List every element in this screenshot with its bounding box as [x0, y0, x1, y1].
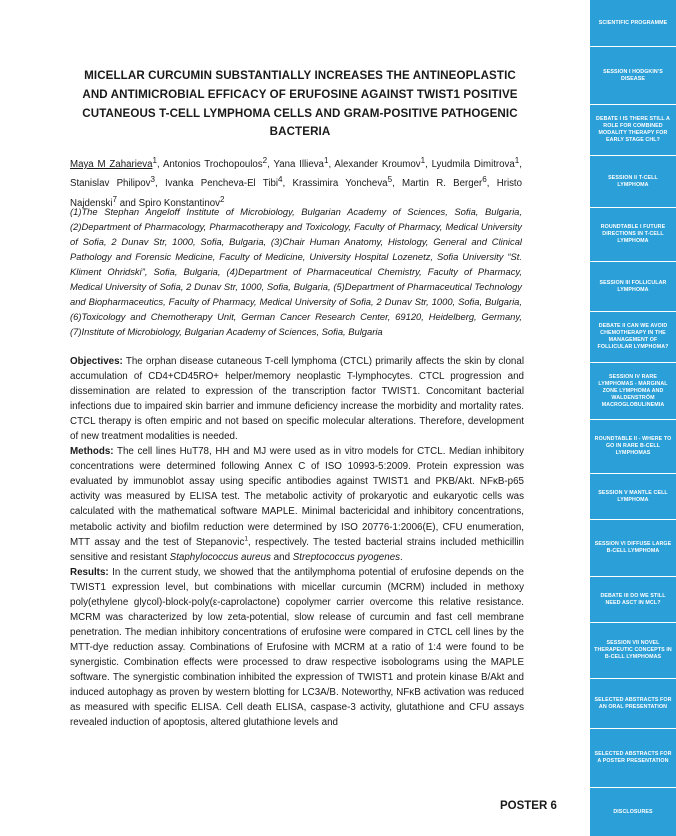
author-name: Stanislav Philipov — [70, 178, 151, 190]
author-name: Ivanka Pencheva-El Tibi — [164, 178, 279, 190]
author-affiliation-ref: 1 — [323, 156, 329, 165]
results-text: In the current study, we showed that the antilymphoma potential of erufosine depends on the TWIST1 expression level, but combinations with micellar curcumin (MCRM) included in methoxy poly(ethylene glycol)-block-poly(ε-caprolactone) copolymer carrier overcome this relative resistance. MCRM was characterized by low zeta-potential, slow release of curcumin and fast cell membrane penetration. The median inhibitory concentrations of erufosine were compared in CTCL cell lines by the MTT-dye reduction assay. Combinations of Erufosine with MCRM at a ratio of 1:4 were found to be synergistic. Combination effects were processed to draw respective isobolograms using the MAPLE software. The synergistic combination inhibited the expression of TWIST1 and protein kinase B/Akt and induced autophagy as proven by western blotting for LC3A/B. Noteworthy, NFκB activation was reduced as measured with specific ELISA. Cell death ELISA, caspase-3 activity, glutathione and CFU assays revealed induction of apoptosis, altered glutathione levels and — [70, 566, 524, 729]
nav-session-2[interactable]: SESSION II T-CELL LYMPHOMA — [608, 174, 658, 188]
author-affiliation-ref: 6 — [482, 175, 487, 185]
abstract-body — [70, 354, 524, 730]
poster-title: MICELLAR CURCUMIN SUBSTANTIALLY INCREASES THE ANTINEOPLASTIC AND ANTIMICROBIAL EFFICACY OF ERUFOSINE AGAINST TWIST1 POSITIVE CUTANEOUS T-CELL LYMPHOMA CELLS AND GRAM-POSITIVE PATHOGENIC BACTERIA — [82, 69, 518, 139]
author-affiliation-ref: 3 — [150, 175, 155, 185]
affiliations: (1)The Stephan Angeloff Institute of Microbiology, Bulgarian Academy of Sciences, Sofia, Bulgaria, (2)Department of Pharmacology, Pharmacotherapy and Toxicology, Faculty of Pharmacy, Medical University of Sofia, 2 Dunav Str, 1000, Sofia, Bulgaria, (3)Chair Human Anatomy, Histology, General and Clinical Pathology and Forensic Medicine, Faculty of Medicine, University Hospital Lozenetz, Sofia University “St. Kliment Ohridski”, Sofia, Bulgaria, (4)Department of Pharmaceutical Chemistry, Faculty of Pharmacy, Medical University of Sofia, 2 Dunav Str, 1000, Sofia, Bulgaria, (5)Department of Pharmaceutical Technology and Biopharmaceutics, Faculty of Pharmacy, Medical University of Sofia, 2 Dunav Str, 1000, Sofia, Bulgaria, (6)Toxicology and Chemotherapy Unit, German Cancer Research Center, 69120, Heidelberg, Germany, (7)Institute of Microbiology, Bulgarian Academy of Sciences, Sofia, Bulgaria — [70, 206, 522, 337]
nav-debate-1[interactable]: DEBATE I IS THERE STILL A ROLE FOR COMBINED MODALITY THERAPY FOR EARLY STAGE CHL? — [596, 116, 670, 143]
objectives-label: Objectives: — [70, 356, 123, 367]
methods-text: . — [400, 551, 403, 563]
author-name: Alexander Kroumov — [334, 159, 421, 171]
author-affiliation-ref: 1 — [514, 156, 520, 165]
nav-session-3[interactable]: SESSION III FOLLICULAR LYMPHOMA — [599, 279, 667, 293]
nav-session-4[interactable]: SESSION IV RARE LYMPHOMAS - MARGINAL ZONE LYMPHOMA AND WALDENSTRÖM MACROGLOBULINEMIA — [598, 373, 668, 408]
species-name: Staphylococcus aureus — [169, 551, 271, 563]
objectives-text: The orphan disease cutaneous T-cell lymphoma (CTCL) primarily affects the skin by clonal accumulation of CD4+CD45RO+ helper/memory neoplastic T-lymphocytes. CTCL progression and dissemination are related to expression of the transcription factor TWIST1. Concomitant bacterial infections due to impaired skin barrier and immune deficiency increase the morbidity and mortality rates. CTCL therapy is often empiric and not based on specific molecular alterations. Therefore, development of new treatment modalities is needed. — [70, 356, 524, 443]
author-affiliation-ref: 2 — [219, 194, 225, 204]
methods-paragraph — [70, 444, 524, 564]
nav-debate-2[interactable]: DEBATE II CAN WE AVOID CHEMOTHERAPY IN THE MANAGEMENT OF FOLLICULAR LYMPHOMA? — [597, 323, 669, 350]
author-affiliation-ref: 1 — [152, 156, 157, 165]
results-paragraph — [70, 565, 524, 731]
nav-session-6[interactable]: SESSION VI DIFFUSE LARGE B-CELL LYMPHOMA — [594, 541, 672, 554]
nav-oral-abstracts[interactable]: SELECTED ABSTRACTS FOR AN ORAL PRESENTATION — [594, 696, 672, 710]
author-affiliation-ref: 5 — [387, 175, 393, 185]
author-name: Krassimira Yoncheva — [292, 178, 388, 190]
nav-debate-3[interactable]: DEBATE III DO WE STILL NEED ASCT IN MCL? — [600, 592, 666, 606]
methods-label: Methods: — [70, 446, 114, 458]
methods-text: The cell lines HuT78, HH and MJ were used as in vitro models for CTCL. Median inhibitory concentrations were determined following Annex C of ISO 10993-5:2009. Protein expression was evaluated by immunoblot assay using specific antibodies against TWIST1 and PKB/Akt. NFκB-p65 activity was measured by ELISA test. The metabolic activity of prokaryotic and eukaryotic cells was calculated with the mathematical software MAPLE. Minimal bactericidal and inhibitory concentrations, metabolic activity and biofilm reduction were determined by ISO 20776-1:2006(E), CFU enumeration, MTT assay and the test of Stepanovic — [70, 446, 524, 548]
species-name: Streptococcus pyogenes — [292, 551, 401, 563]
nav-roundtable-1[interactable]: ROUNDTABLE I FUTURE DIRECTIONS IN T-CELL LYMPHOMA — [600, 224, 666, 244]
author-list: Maya M Zaharieva$^1$, Antonios Trochopoulos$^2$, Yana Illieva$^1$, Alexander Kroumov$^1$, Lyudmila Dimitrova$^1$, Stanislav Philipov$^3$, Ivanka Pencheva-El Tibi$^4$, Krassimira Yoncheva$^5$, Martin R. Berger$^6$, Hristo Najdenski$^7$ and Spiro Konstantinov$^2$ — [70, 156, 523, 210]
methods-text: and — [270, 551, 293, 563]
author-name: Spiro Konstantinov — [138, 198, 220, 210]
author-name: Antonios Trochopoulos — [162, 159, 263, 171]
nav-scientific-programme[interactable]: SCIENTIFIC PROGRAMME — [598, 19, 668, 26]
reference-marker: 1 — [244, 535, 248, 543]
author-affiliation-ref: 1 — [420, 156, 426, 165]
nav-session-5[interactable]: SESSION V MANTLE CELL LYMPHOMA — [598, 489, 668, 503]
author-conjunction: and — [119, 198, 136, 210]
methods-text: , respectively. The tested bacterial strains included methicillin sensitive and resistant — [70, 536, 524, 563]
nav-poster-abstracts[interactable]: SELECTED ABSTRACTS FOR A POSTER PRESENTATION — [594, 751, 672, 764]
results-label: Results: — [70, 566, 109, 578]
author-name: Yana Illieva — [273, 159, 324, 171]
author-name: Maya M Zaharieva — [70, 159, 153, 171]
author-name: Hristo Najdenski — [70, 178, 523, 210]
nav-roundtable-2[interactable]: ROUNDTABLE II - WHERE TO GO IN RARE B-CELL LYMPHOMAS — [594, 436, 672, 456]
nav-disclosures[interactable]: DISCLOSURES — [613, 808, 653, 815]
author-name: Lyudmila Dimitrova — [431, 159, 515, 171]
objectives-paragraph — [70, 354, 524, 444]
nav-session-7[interactable]: SESSION VII NOVEL THERAPEUTIC CONCEPTS IN B-CELL LYMPHOMAS — [594, 640, 672, 660]
programme-sidebar — [590, 0, 676, 836]
author-affiliation-ref: 7 — [112, 194, 118, 204]
poster-number: POSTER 6 — [500, 800, 557, 812]
author-affiliation-ref: 2 — [262, 156, 268, 165]
nav-session-1[interactable]: SESSION I HODGKIN'S DISEASE — [603, 68, 663, 82]
author-name: Martin R. Berger — [402, 178, 483, 190]
author-affiliation-ref: 4 — [278, 175, 283, 185]
